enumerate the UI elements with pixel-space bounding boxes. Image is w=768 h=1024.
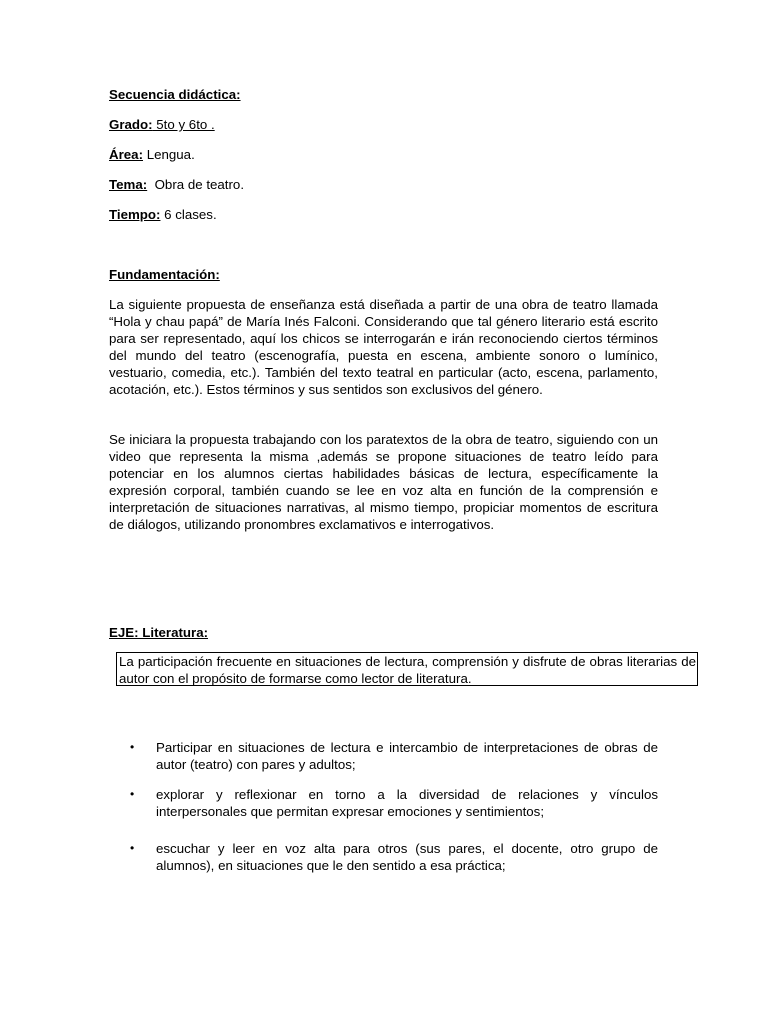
tiempo-label: Tiempo: <box>109 207 161 222</box>
area-label: Área: <box>109 147 143 162</box>
list-item-text: Participar en situaciones de lectura e intercambio de interpretaciones de obras de autor (teatro) con pares y adultos; <box>156 740 658 772</box>
title-text: Secuencia didáctica: <box>109 87 241 102</box>
bullet-icon: • <box>130 740 135 754</box>
grado-value: 5to y 6to . <box>152 117 215 132</box>
eje-heading <box>109 624 208 641</box>
fundamentacion-paragraph-2: Se iniciara la propuesta trabajando con los paratextos de la obra de teatro, siguiendo con un video que representa la misma ,además se propone situaciones de teatro leído para potenciar en los alumnos ciertas habilidades básicas de lectura, específicamente la expresión corporal, también cuando se lee en voz alta en función de la comprensión e interpretación de situaciones narrativas, al mismo tiempo, propiciar momentos de escritura de diálogos, utilizando pronombres exclamativos e interrogativos. <box>109 432 658 532</box>
grado-label: Grado: <box>109 117 153 132</box>
tiempo-value: 6 clases. <box>160 207 217 222</box>
bullet-icon: • <box>130 787 135 801</box>
list-item-text: explorar y reflexionar en torno a la diversidad de relaciones y vínculos interpersonales que permitan expresar emociones y sentimientos; <box>156 787 658 819</box>
tiempo-line <box>109 206 217 223</box>
page-title <box>109 86 241 103</box>
tema-label: Tema: <box>109 177 148 192</box>
area-line <box>109 146 195 163</box>
list-item-text: escuchar y leer en voz alta para otros (sus pares, el docente, otro grupo de alumnos), en situaciones que le den sentido a esa práctica; <box>156 841 658 873</box>
eje-boxed-statement: La participación frecuente en situaciones de lectura, comprensión y disfrute de obras literarias de autor con el propósito de formarse como lector de literatura. <box>116 652 698 686</box>
bullet-icon: • <box>130 841 135 855</box>
grado-line <box>109 116 215 133</box>
tema-line <box>109 176 244 193</box>
fundamentacion-paragraph-1: La siguiente propuesta de enseñanza está diseñada a partir de una obra de teatro llamada “Hola y chau papá” de María Inés Falconi. Considerando que tal género literario está escrito para ser representado, aquí los chicos se interrogarán e irán reconociendo ciertos términos del mundo del teatro (escenografía, puesta en escena, ambiente sonoro o lumínico, vestuario, comedia, etc.). También del texto teatral en particular (acto, escena, parlamento, acotación, etc.). Estos términos y sus sentidos son exclusivos del género. <box>109 297 658 397</box>
area-value: Lengua. <box>143 147 195 162</box>
fundamentacion-heading <box>109 266 220 283</box>
eje-heading-text: EJE: Literatura: <box>109 625 209 640</box>
fundamentacion-heading-text: Fundamentación: <box>109 267 220 282</box>
tema-value: Obra de teatro. <box>147 177 245 192</box>
